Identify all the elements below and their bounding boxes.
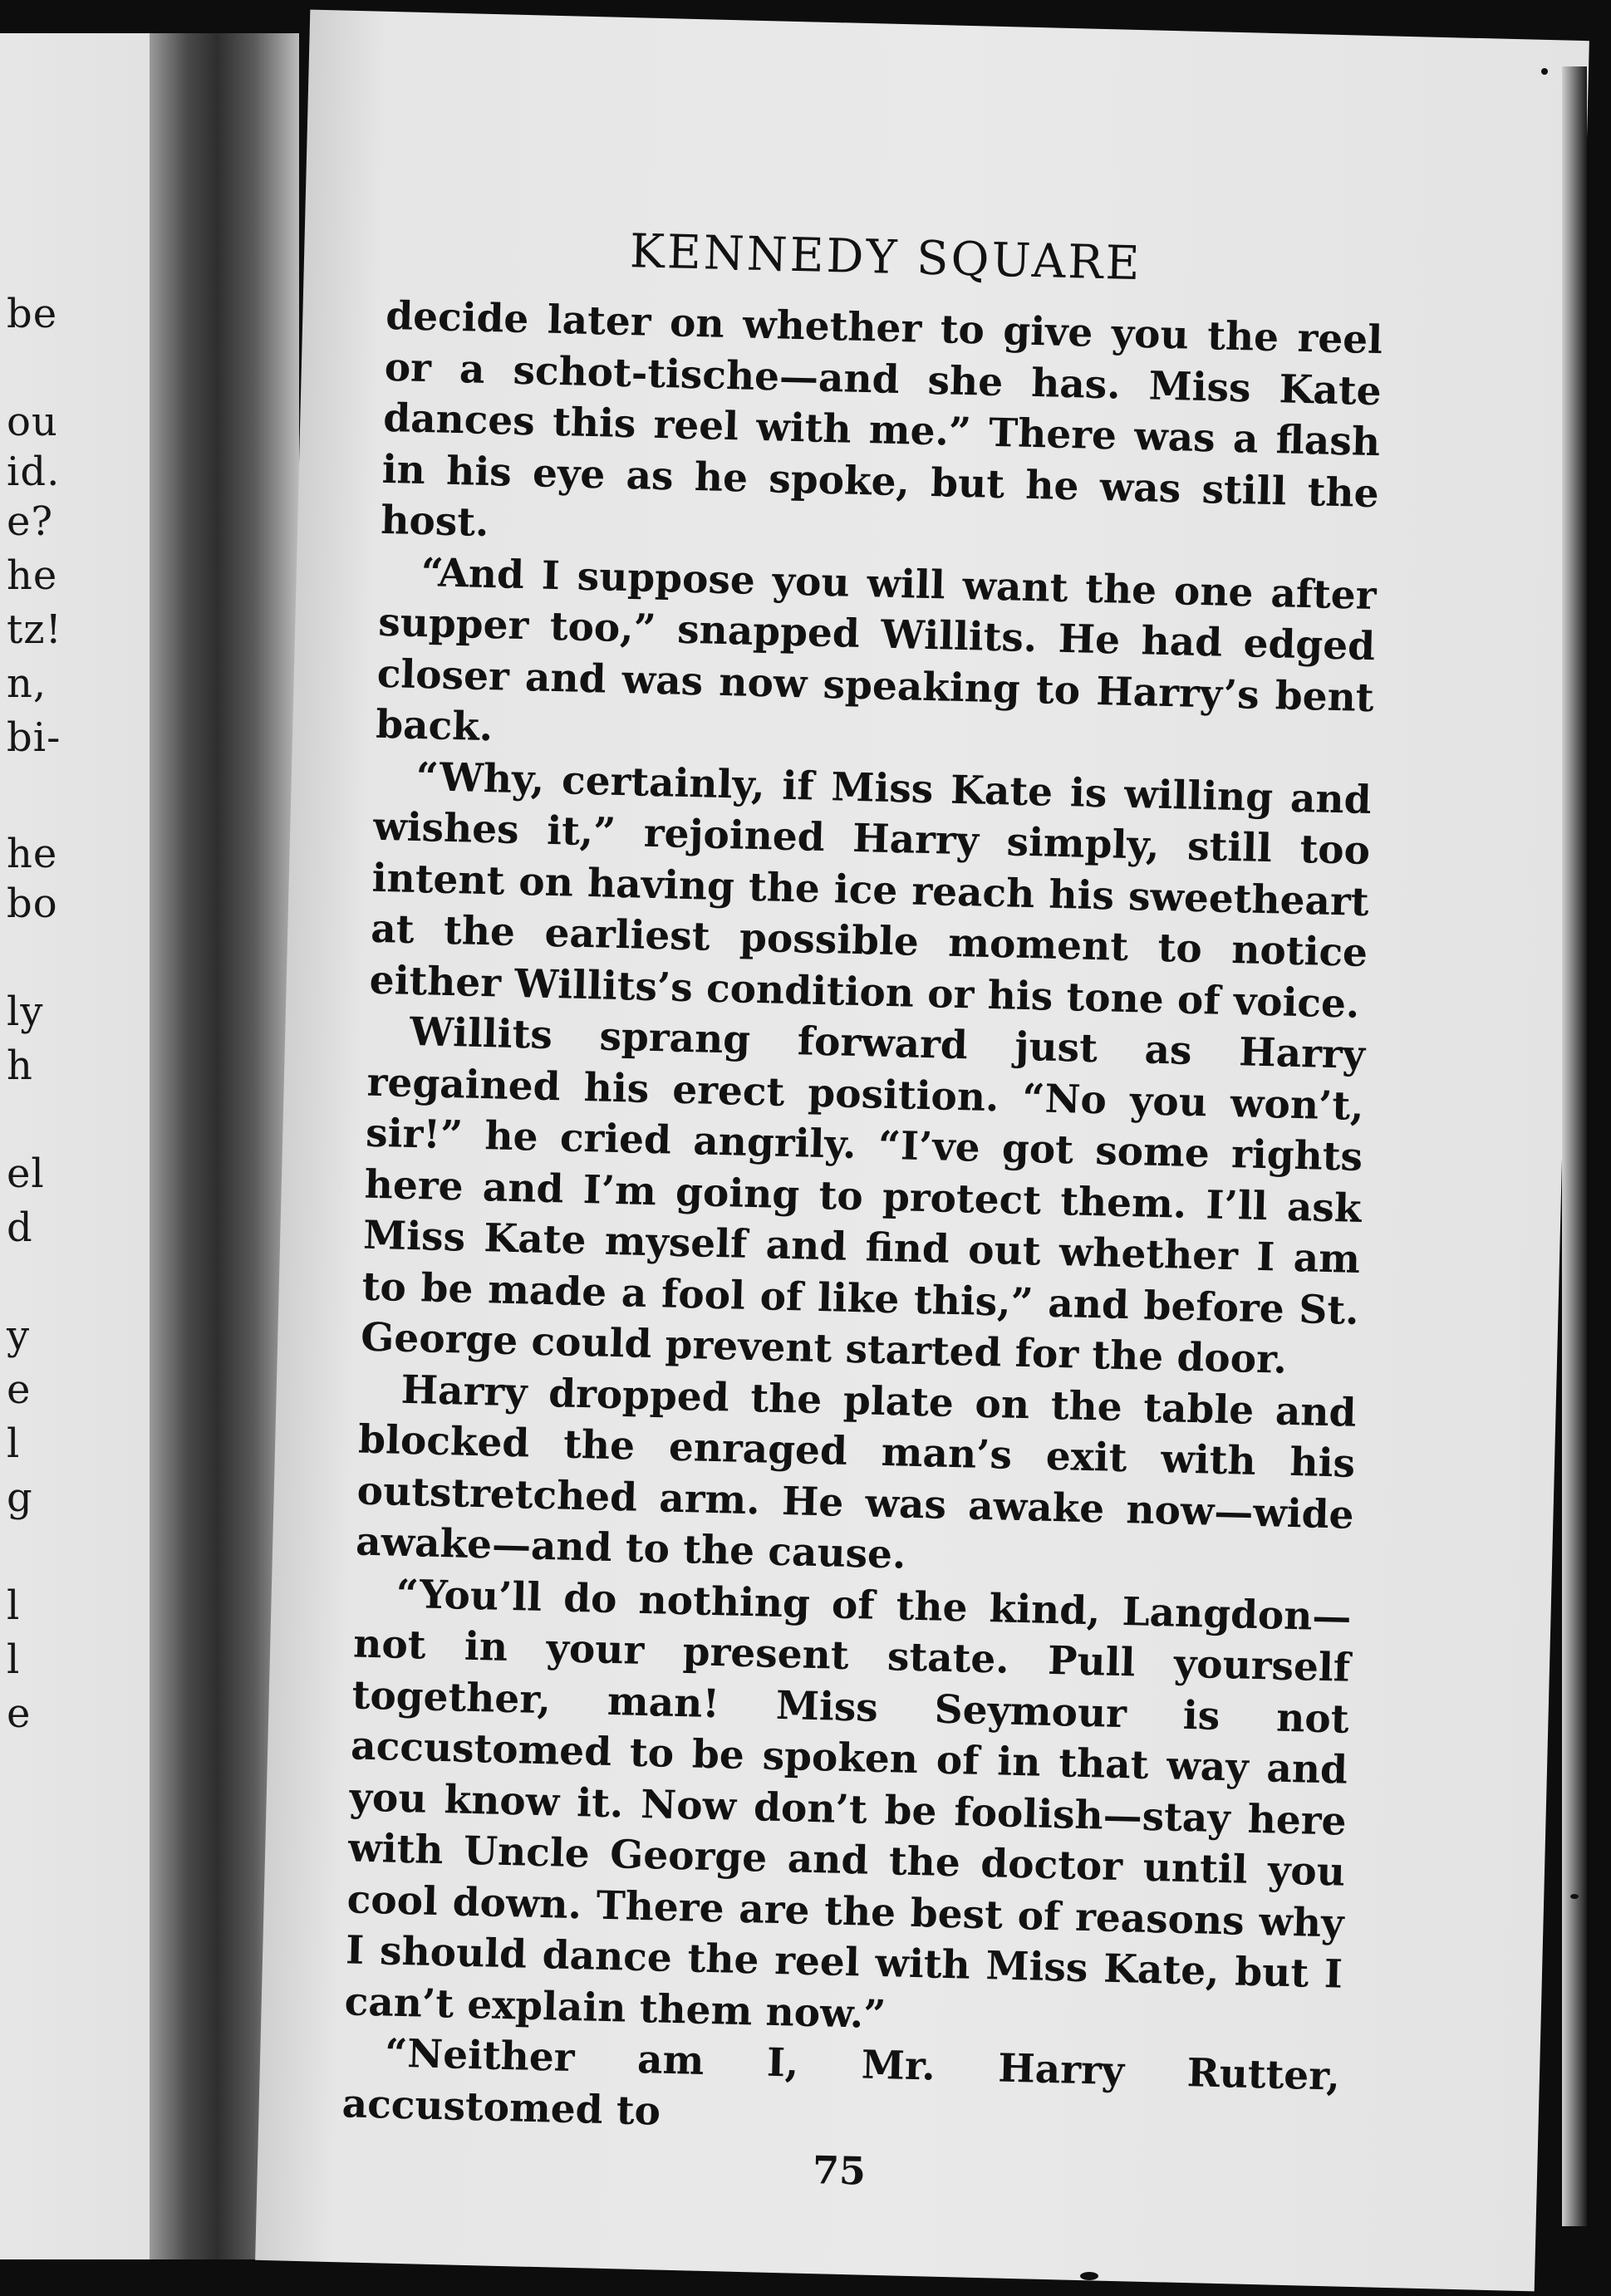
left-fragment: l [7, 1636, 21, 1683]
left-fragment: e [7, 1690, 32, 1737]
left-fragment: id. [7, 449, 61, 495]
page-edge-shadow [1562, 66, 1587, 2226]
paragraph: Willits sprang forward just as Harry regained his erect position. “No you won’t, sir!” he cried angrily. “I’ve got some rights here and I’m going to protect them. I’ll ask Miss Kate myself and find out whether I am to be made a fool of like this,” and before St. George could prevent started for the door. [360, 1008, 1366, 1383]
left-fragment: he [7, 552, 58, 599]
right-page [255, 10, 1589, 2292]
left-fragment: e? [7, 498, 54, 545]
left-fragment: ly [7, 989, 44, 1035]
page-content [340, 219, 1384, 2205]
paragraph: “Why, certainly, if Miss Kate is willing and wishes it,” rejoined Harry simply, still too intent on having the ice reach his sweetheart at the earliest possible moment to notice either Willits’s condition or his tone of voice. [369, 753, 1373, 1028]
left-fragment: h [7, 1043, 33, 1089]
paragraph: “And I suppose you will want the one after supper too,” snapped Willits. He had edged closer and was now speaking to Harry’s bent back. [375, 549, 1378, 751]
left-fragment: tz! [7, 606, 62, 653]
left-fragment: g [7, 1474, 33, 1521]
left-fragment: y [7, 1312, 31, 1359]
left-fragment: ou [7, 399, 58, 445]
page-number: 75 [812, 2147, 867, 2194]
left-fragment: bo [7, 881, 58, 927]
running-head: KENNEDY SQUARE [629, 224, 1143, 292]
paragraph: “Neither am I, Mr. Harry Rutter, accustomed to [341, 2030, 1341, 2135]
scan-speck [1570, 1894, 1579, 1899]
left-fragment: n, [7, 660, 47, 707]
left-fragment: be [7, 291, 58, 337]
left-fragment: e [7, 1366, 32, 1413]
paragraph: decide later on whether to give you the reel or a schot-tische—and she has. Miss Kate dances this reel with me.” There was a flash in his eye as he spoke, but he was still the host. [380, 292, 1383, 547]
left-fragment: he [7, 831, 58, 877]
left-fragment: el [7, 1150, 45, 1197]
paragraph: Harry dropped the plate on the table and blocked the enraged man’s exit with his outstretched arm. He was awake now—wide awake—and to the cause. [355, 1366, 1358, 1578]
text-body [341, 291, 1383, 2154]
paragraph: “You’ll do nothing of the kind, Langdon—not in your present state. Pull yourself together, man! Miss Seymour is not accustomed to be spoken of in that way and you know it. Now don’t be foolish—stay here with Uncle George and the doctor until you cool down. There are the best of reasons why I should dance the reel with Miss Kate, but I can’t explain them now.” [344, 1571, 1353, 2038]
scan-speck [1080, 2272, 1098, 2280]
left-fragment: bi- [7, 714, 61, 761]
left-fragment: l [7, 1582, 21, 1629]
left-fragment: d [7, 1204, 33, 1251]
scan-speck [1541, 68, 1548, 75]
left-fragment: l [7, 1420, 21, 1467]
